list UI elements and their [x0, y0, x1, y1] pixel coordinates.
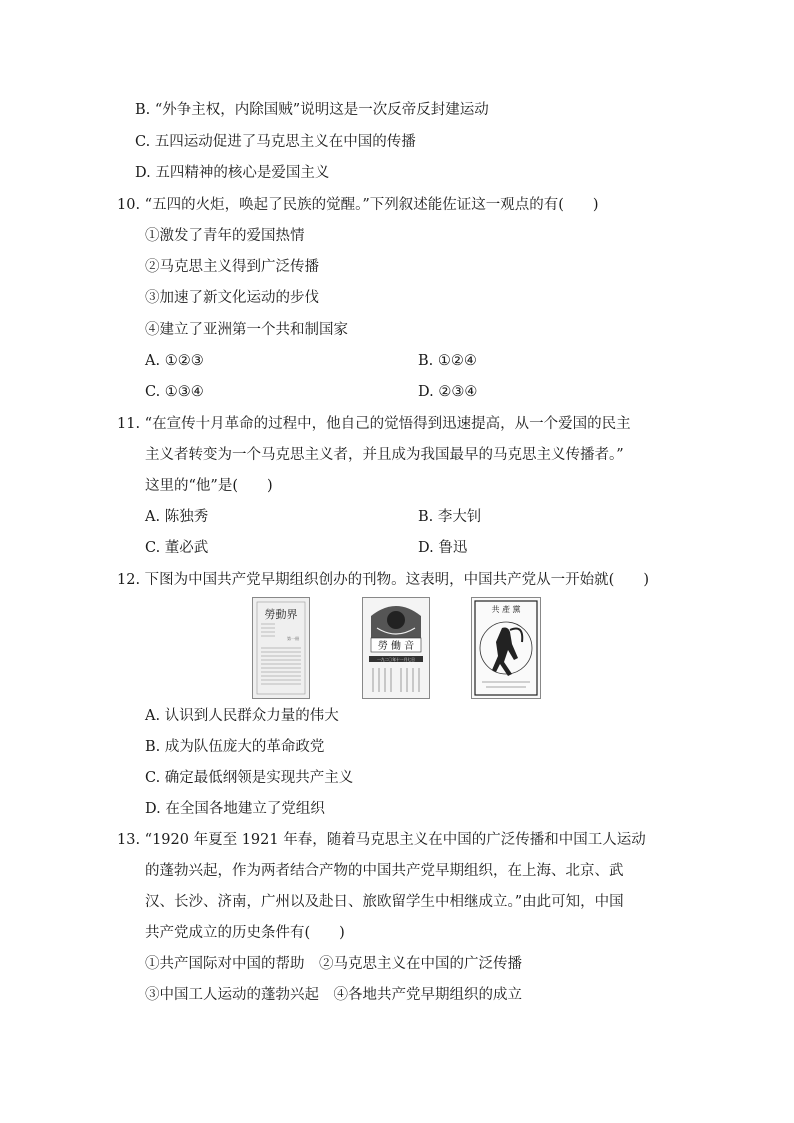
q12-option-c: C. 确定最低纲领是实现共产主义 [145, 770, 354, 786]
q13-stem-line-3: 汉、长沙、济南，广州以及赴日、旅欧留学生中相继成立。”由此可知，中国 [145, 894, 624, 910]
q10-statement-2: ②马克思主义得到广泛传播 [145, 259, 319, 275]
q11-option-b: B. 李大钊 [418, 509, 482, 525]
q11-option-d: D. 鲁迅 [418, 540, 468, 556]
journal-1-sub: 第一冊 [287, 636, 299, 641]
q9-option-d: D. 五四精神的核心是爱国主义 [135, 165, 330, 181]
journal-1-title: 勞動界 [264, 608, 298, 621]
q12-stem: 12. 下图为中国共产党早期组织创办的刊物。这表明，中国共产党从一开始就( ) [117, 572, 649, 588]
q13-statements-3-4: ③中国工人运动的蓬勃兴起 ④各地共产党早期组织的成立 [145, 987, 522, 1003]
q10-statement-1: ①激发了青年的爱国热情 [145, 228, 305, 244]
q12-option-b: B. 成为队伍庞大的革命政党 [145, 739, 325, 755]
q11-stem-line-1: 11. “在宣传十月革命的过程中，他自己的觉悟得到迅速提高，从一个爱国的民主 [117, 416, 631, 432]
journal-2-sub: 一九二〇年十一月七日 [377, 657, 415, 662]
journal-cover-gongchandang [471, 597, 541, 699]
q9-option-b: B. “外争主权，内除国贼”说明这是一次反帝反封建运动 [135, 102, 489, 118]
q13-stem-line-4: 共产党成立的历史条件有( ) [145, 925, 345, 941]
q11-stem-line-2: 主义者转变为一个马克思主义者，并且成为我国最早的马克思主义传播者。” [145, 447, 624, 463]
q12-option-d: D. 在全国各地建立了党组织 [145, 801, 325, 817]
q10-stem: 10. “五四的火炬，唤起了民族的觉醒。”下列叙述能佐证这一观点的有( ) [117, 197, 599, 213]
q13-stem-line-2: 的蓬勃兴起，作为两者结合产物的中国共产党早期组织，在上海、北京、武 [145, 863, 624, 879]
q11-option-a: A. 陈独秀 [145, 509, 209, 525]
q11-stem-line-3: 这里的“他”是( ) [145, 478, 273, 494]
journal-cover-laodongjie [252, 597, 310, 699]
q10-option-a: A. ①②③ [145, 353, 204, 369]
journal-cover-laodongyin [362, 597, 430, 699]
journal-3-title: 共 產 黨 [491, 605, 521, 614]
q10-option-d: D. ②③④ [418, 384, 478, 400]
q10-statement-3: ③加速了新文化运动的步伐 [145, 290, 319, 306]
q10-option-b: B. ①②④ [418, 353, 477, 369]
q9-option-c: C. 五四运动促进了马克思主义在中国的传播 [135, 134, 416, 150]
q11-option-c: C. 董必武 [145, 540, 209, 556]
q13-stem-line-1: 13. “1920 年夏至 1921 年春，随着马克思主义在中国的广泛传播和中国工人运动 [117, 832, 646, 848]
journal-images [252, 597, 552, 699]
q10-option-c: C. ①③④ [145, 384, 204, 400]
q13-statements-1-2: ①共产国际对中国的帮助 ②马克思主义在中国的广泛传播 [145, 956, 522, 972]
q10-statement-4: ④建立了亚洲第一个共和制国家 [145, 322, 348, 338]
journal-2-title: 勞 働 音 [377, 641, 415, 652]
q12-option-a: A. 认识到人民群众力量的伟大 [145, 708, 339, 724]
